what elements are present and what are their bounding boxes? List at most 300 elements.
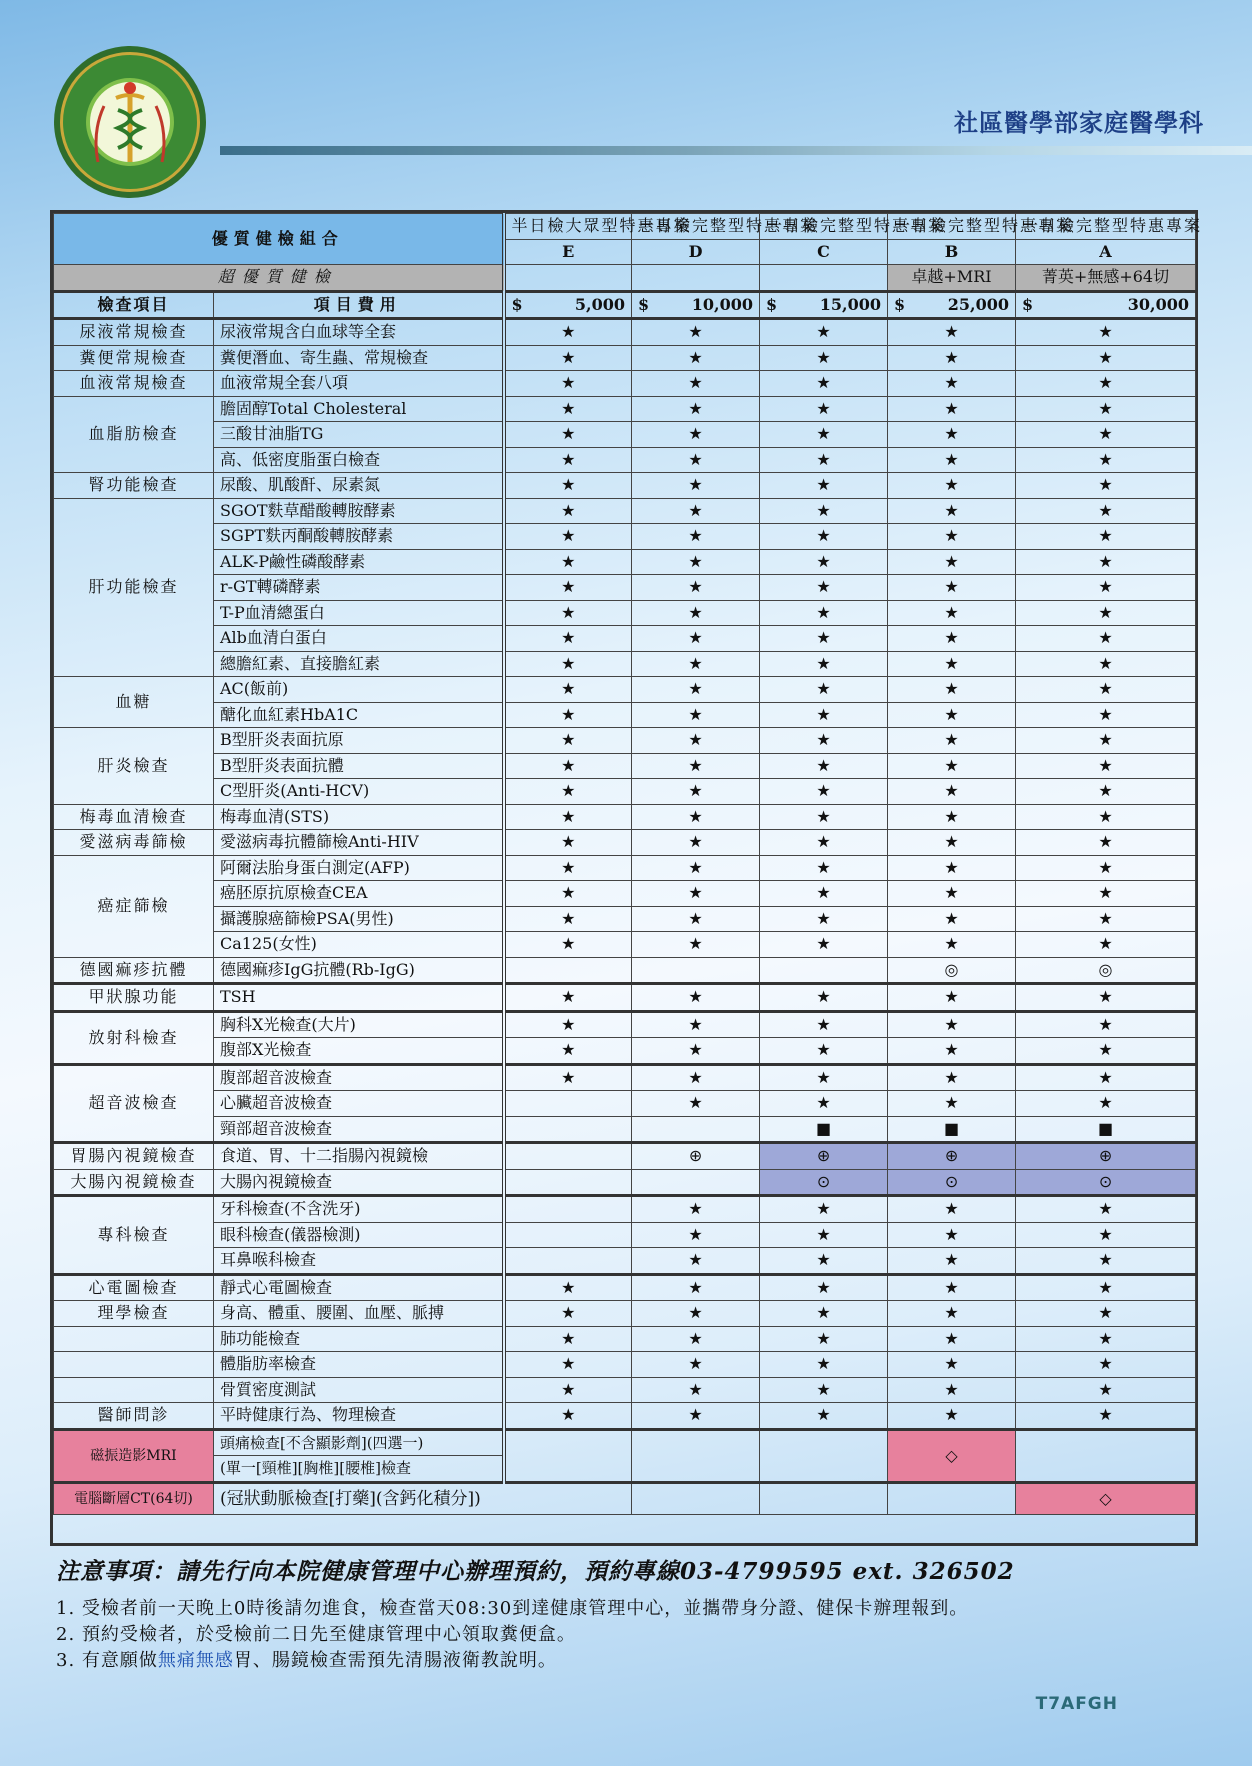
row-item: 眼科檢查(儀器檢測) [214,1222,504,1248]
package-mark: ★ [1016,575,1196,601]
package-code-e: E [504,239,632,265]
package-mark: ★ [632,600,760,626]
row-item: 耳鼻喉科檢查 [214,1248,504,1275]
package-mark: ★ [504,1064,632,1091]
package-mark: ★ [888,728,1016,754]
table-row [54,753,1196,779]
package-mark: ★ [504,984,632,1012]
row-item: Alb血清白蛋白 [214,626,504,652]
package-mark: ■ [1016,1116,1196,1143]
package-mark: ★ [632,371,760,397]
row-category: 糞便常規檢查 [54,345,214,371]
package-mark: ★ [632,779,760,805]
table-row [54,1248,1196,1275]
package-mark: ★ [504,549,632,575]
package-mark: ★ [888,779,1016,805]
package-code-d: D [632,239,760,265]
package-mark: ★ [632,473,760,499]
notes-section [56,1553,1226,1674]
row-item: 腹部超音波檢查 [214,1064,504,1091]
table-row [54,1011,1196,1038]
package-mark: ★ [1016,1011,1196,1038]
row-item: 平時健康行為、物理檢查 [214,1403,504,1430]
row-item: 攝護腺癌篩檢PSA(男性) [214,906,504,932]
row-item: AC(飯前) [214,677,504,703]
package-mark: ★ [1016,549,1196,575]
package-mark: ★ [888,1038,1016,1065]
mri-category: 磁振造影MRI [54,1429,214,1482]
table-row [54,600,1196,626]
package-mark: ★ [1016,677,1196,703]
table-row [54,1169,1196,1196]
package-mark: ★ [760,1038,888,1065]
package-mark: ★ [632,1064,760,1091]
package-price-a: $ 30,000 [1016,291,1196,319]
package-mark: ★ [504,600,632,626]
package-mark: ★ [632,932,760,958]
package-subtitle-d [632,265,760,292]
package-mark: ★ [504,728,632,754]
package-mark: ★ [1016,906,1196,932]
row-item: 阿爾法胎身蛋白測定(AFP) [214,855,504,881]
package-mark: ★ [888,753,1016,779]
row-category: 腎功能檢查 [54,473,214,499]
package-mark: ★ [888,906,1016,932]
package-mark: ★ [760,447,888,473]
table-row [54,1274,1196,1301]
footer-brand: T7AFGH [1035,1694,1118,1714]
package-mark: ★ [760,677,888,703]
package-mark: ★ [504,1274,632,1301]
package-mark: ★ [1016,447,1196,473]
mri-cell-d [632,1429,760,1482]
package-mark: ★ [1016,932,1196,958]
row-category: 癌症篩檢 [54,855,214,957]
package-mark: ★ [1016,1222,1196,1248]
package-mark: ★ [1016,702,1196,728]
row-item: 腹部X光檢查 [214,1038,504,1065]
package-mark: ⊕ [632,1143,760,1170]
checkup-table [53,213,1203,1515]
package-mark: ★ [504,702,632,728]
package-mark: ★ [1016,753,1196,779]
package-mark: ★ [760,1091,888,1117]
package-mark: ★ [504,1038,632,1065]
package-mark: ★ [888,881,1016,907]
package-mark [504,1116,632,1143]
package-mark: ★ [632,396,760,422]
package-code-a: A [1016,239,1196,265]
table-row [54,371,1196,397]
package-mark: ★ [760,651,888,677]
package-mark: ⊕ [888,1143,1016,1170]
row-item: 尿酸、肌酸酐、尿素氮 [214,473,504,499]
package-mark: ★ [888,575,1016,601]
row-category: 血液常規檢查 [54,371,214,397]
package-mark: ★ [632,1196,760,1223]
package-mark: ★ [1016,1403,1196,1430]
package-mark: ★ [760,984,888,1012]
package-mark [504,1169,632,1196]
package-mark: ★ [888,932,1016,958]
package-mark: ★ [504,371,632,397]
package-mark: ★ [504,830,632,856]
row-category: 肝炎檢查 [54,728,214,805]
package-mark: ★ [888,319,1016,346]
package-mark: ★ [760,1377,888,1403]
table-row [54,396,1196,422]
row-item: 心臟超音波檢查 [214,1091,504,1117]
package-mark: ★ [504,498,632,524]
table-row [54,1403,1196,1430]
package-mark: ★ [1016,881,1196,907]
package-mark: ★ [504,447,632,473]
package-mark: ★ [1016,1326,1196,1352]
package-mark: ★ [504,319,632,346]
row-item: 醣化血紅素HbA1C [214,702,504,728]
table-row [54,702,1196,728]
table-row [54,1301,1196,1327]
package-mark: ★ [888,422,1016,448]
row-category: 德國痲疹抗體 [54,957,214,984]
package-mark: ★ [888,396,1016,422]
package-mark: ★ [1016,498,1196,524]
table-row [54,1116,1196,1143]
package-mark: ★ [504,651,632,677]
package-mark: ★ [632,651,760,677]
package-mark: ★ [888,855,1016,881]
package-mark: ★ [504,422,632,448]
row-item: 血液常規全套八項 [214,371,504,397]
package-mark: ★ [760,753,888,779]
table-row [54,1196,1196,1223]
package-mark: ★ [632,422,760,448]
table-row [54,651,1196,677]
package-mark: ★ [504,932,632,958]
package-mark: ★ [888,345,1016,371]
package-mark: ★ [760,1248,888,1275]
table-title: 優質健檢組合 [54,214,504,265]
row-category: 放射科檢查 [54,1011,214,1064]
package-mark: ★ [632,1301,760,1327]
table-row [54,473,1196,499]
row-item: 梅毒血清(STS) [214,804,504,830]
package-mark [760,957,888,984]
package-mark: ★ [888,1248,1016,1275]
row-category [54,1377,214,1403]
package-mark [504,1222,632,1248]
package-mark: ★ [760,855,888,881]
package-mark: ★ [888,804,1016,830]
row-item: 胸科X光檢查(大片) [214,1011,504,1038]
package-mark: ★ [632,804,760,830]
package-mark: ★ [760,906,888,932]
table-row [54,906,1196,932]
table-row [54,498,1196,524]
package-mark: ■ [760,1116,888,1143]
package-mark: ★ [888,1301,1016,1327]
package-mark: ★ [504,575,632,601]
package-mark: ★ [632,626,760,652]
package-mark: ⊙ [888,1169,1016,1196]
package-mark: ★ [1016,1377,1196,1403]
package-subtitle-e [504,265,632,292]
table-row [54,1064,1196,1091]
ct-cell-c [760,1482,888,1514]
package-price-b: $ 25,000 [888,291,1016,319]
package-mark: ★ [632,1011,760,1038]
mri-cell-c [760,1429,888,1482]
package-price-c: $ 15,000 [760,291,888,319]
package-mark [632,1116,760,1143]
package-mark: ★ [504,1377,632,1403]
package-mark: ★ [504,1403,632,1430]
package-mark: ★ [504,881,632,907]
table-row [54,728,1196,754]
table-row [54,1377,1196,1403]
super-label: 超優質健檢 [54,265,504,292]
table-row [54,830,1196,856]
package-mark: ★ [504,1011,632,1038]
package-mark: ★ [888,1326,1016,1352]
row-item: SGOT麩草醋酸轉胺酵素 [214,498,504,524]
row-item: 肺功能檢查 [214,1326,504,1352]
package-mark: ★ [760,396,888,422]
table-row [54,881,1196,907]
package-mark: ★ [760,1301,888,1327]
package-mark: ★ [1016,1196,1196,1223]
package-mark: ★ [1016,984,1196,1012]
package-mark: ★ [888,1352,1016,1378]
row-category: 肝功能檢查 [54,498,214,677]
package-name-d: 一日檢完整型特惠專案 [632,214,760,240]
package-mark: ★ [760,575,888,601]
table-row [54,1326,1196,1352]
package-code-c: C [760,239,888,265]
package-mark: ★ [1016,1274,1196,1301]
package-mark: ★ [632,1326,760,1352]
package-mark: ★ [632,830,760,856]
package-mark: ★ [632,855,760,881]
package-mark: ★ [1016,1064,1196,1091]
package-mark: ★ [888,1222,1016,1248]
row-item: 牙科檢查(不含洗牙) [214,1196,504,1223]
package-mark: ★ [760,804,888,830]
row-item: 總膽紅素、直接膽紅素 [214,651,504,677]
package-mark: ★ [888,1196,1016,1223]
package-mark: ★ [504,524,632,550]
row-item: 頸部超音波檢查 [214,1116,504,1143]
row-category [54,1326,214,1352]
package-mark: ★ [632,881,760,907]
column-header-fee: 項目費用 [214,291,504,319]
package-mark: ★ [1016,651,1196,677]
package-mark: ★ [888,1377,1016,1403]
package-mark: ★ [888,549,1016,575]
package-mark: ★ [888,498,1016,524]
package-mark: ★ [888,1011,1016,1038]
row-item: B型肝炎表面抗原 [214,728,504,754]
package-mark: ★ [888,677,1016,703]
row-category: 血脂肪檢查 [54,396,214,473]
package-mark: ★ [504,396,632,422]
package-mark: ★ [632,1222,760,1248]
package-mark: ★ [760,830,888,856]
mri-mark-b: ◇ [888,1429,1016,1482]
row-item: 膽固醇Total Cholesteral [214,396,504,422]
row-item: 癌胚原抗原檢查CEA [214,881,504,907]
package-mark [504,1196,632,1223]
row-item: r-GT轉磷酵素 [214,575,504,601]
package-mark: ★ [632,984,760,1012]
table-row [54,626,1196,652]
package-mark: ★ [760,1064,888,1091]
package-mark: ★ [1016,524,1196,550]
column-header-item: 檢查項目 [54,291,214,319]
package-mark: ★ [1016,728,1196,754]
note-1: 1. 受檢者前一天晚上0時後請勿進食，檢查當天08:30到達健康管理中心，並攜帶身分證、健保卡辦理報到。 [56,1598,969,1619]
package-mark: ★ [1016,1248,1196,1275]
ct-cell-b [888,1482,1016,1514]
row-item: Ca125(女性) [214,932,504,958]
ct-item: (冠狀動脈檢查[打藥](含鈣化積分]) [214,1482,632,1514]
package-price-d: $ 10,000 [632,291,760,319]
row-item: B型肝炎表面抗體 [214,753,504,779]
package-mark: ★ [632,524,760,550]
row-category: 甲狀腺功能 [54,984,214,1012]
row-item: 骨質密度測試 [214,1377,504,1403]
package-mark: ★ [760,319,888,346]
package-mark [504,1248,632,1275]
row-category [54,1352,214,1378]
package-mark: ★ [504,473,632,499]
table-row [54,319,1196,346]
package-mark: ★ [632,1091,760,1117]
header-rule [220,146,1252,155]
package-mark: ★ [1016,830,1196,856]
row-item: 身高、體重、腰圍、血壓、脈搏 [214,1301,504,1327]
row-item: TSH [214,984,504,1012]
table-row [54,957,1196,984]
row-category: 愛滋病毒篩檢 [54,830,214,856]
package-mark: ★ [632,319,760,346]
package-name-b: 一日檢完整型特惠專案 [888,214,1016,240]
package-mark: ★ [760,626,888,652]
package-mark: ★ [888,1403,1016,1430]
package-mark: ★ [760,345,888,371]
table-row [54,575,1196,601]
package-mark [632,957,760,984]
package-mark: ★ [632,1377,760,1403]
package-mark: ★ [760,1196,888,1223]
ct-category: 電腦斷層CT(64切) [54,1482,214,1514]
row-item: T-P血清總蛋白 [214,600,504,626]
ct-cell-d [632,1482,760,1514]
package-mark: ★ [760,422,888,448]
package-mark: ★ [504,804,632,830]
package-mark: ★ [760,702,888,728]
package-mark: ★ [888,626,1016,652]
row-category: 大腸內視鏡檢查 [54,1169,214,1196]
package-mark: ★ [632,549,760,575]
row-item: 大腸內視鏡檢查 [214,1169,504,1196]
package-mark: ★ [760,1222,888,1248]
mri-item-2: (單一[頸椎][胸椎][腰椎]檢查 [214,1456,504,1483]
department-title: 社區醫學部家庭醫學科 [954,109,1204,137]
package-mark: ★ [888,1091,1016,1117]
package-mark: ★ [888,651,1016,677]
package-mark: ★ [888,830,1016,856]
package-mark: ★ [504,1352,632,1378]
package-mark: ★ [504,855,632,881]
row-item: 高、低密度脂蛋白檢查 [214,447,504,473]
package-mark: ★ [1016,473,1196,499]
package-mark [632,1169,760,1196]
package-mark: ★ [632,1038,760,1065]
table-row [54,549,1196,575]
package-mark: ★ [760,1326,888,1352]
package-mark: ★ [888,473,1016,499]
package-mark: ★ [760,371,888,397]
table-row [54,1091,1196,1117]
package-mark: ★ [1016,600,1196,626]
mri-cell-a [1016,1429,1196,1482]
package-mark: ★ [504,753,632,779]
package-mark: ★ [1016,371,1196,397]
table-row [54,932,1196,958]
package-mark: ⊕ [1016,1143,1196,1170]
table-row [54,1222,1196,1248]
package-name-e: 半日檢大眾型特惠專案 [504,214,632,240]
package-mark: ★ [632,906,760,932]
package-mark: ★ [504,626,632,652]
package-mark: ★ [1016,626,1196,652]
package-mark: ★ [760,473,888,499]
row-category: 超音波檢查 [54,1064,214,1143]
package-subtitle-b: 卓越+MRI [888,265,1016,292]
package-mark: ★ [632,1352,760,1378]
package-mark: ★ [504,1301,632,1327]
table-row [54,855,1196,881]
package-mark: ■ [888,1116,1016,1143]
package-mark: ★ [760,881,888,907]
table-row [54,447,1196,473]
package-name-c: 一日檢完整型特惠專案 [760,214,888,240]
row-category: 尿液常規檢查 [54,319,214,346]
table-row [54,779,1196,805]
package-mark: ★ [760,549,888,575]
row-item: 三酸甘油脂TG [214,422,504,448]
package-mark: ★ [1016,1301,1196,1327]
table-row [54,422,1196,448]
package-mark: ★ [1016,855,1196,881]
package-mark: ★ [760,1403,888,1430]
package-code-b: B [888,239,1016,265]
package-mark: ★ [1016,1352,1196,1378]
note-3: 3. 有意願做無痛無感胃、腸鏡檢查需預先清腸液衛教說明。 [56,1650,557,1671]
row-item: C型肝炎(Anti-HCV) [214,779,504,805]
mri-item-1: 頭痛檢查[不含顯影劑](四選一) [214,1429,504,1456]
checkup-table-frame [50,210,1203,1546]
package-mark: ★ [1016,804,1196,830]
row-item: 尿液常規含白血球等全套 [214,319,504,346]
row-item: 靜式心電圖檢查 [214,1274,504,1301]
package-mark: ★ [760,779,888,805]
package-mark: ⊙ [760,1169,888,1196]
table-row [54,1143,1196,1170]
package-mark: ★ [1016,1091,1196,1117]
mri-cell-e [504,1429,632,1482]
